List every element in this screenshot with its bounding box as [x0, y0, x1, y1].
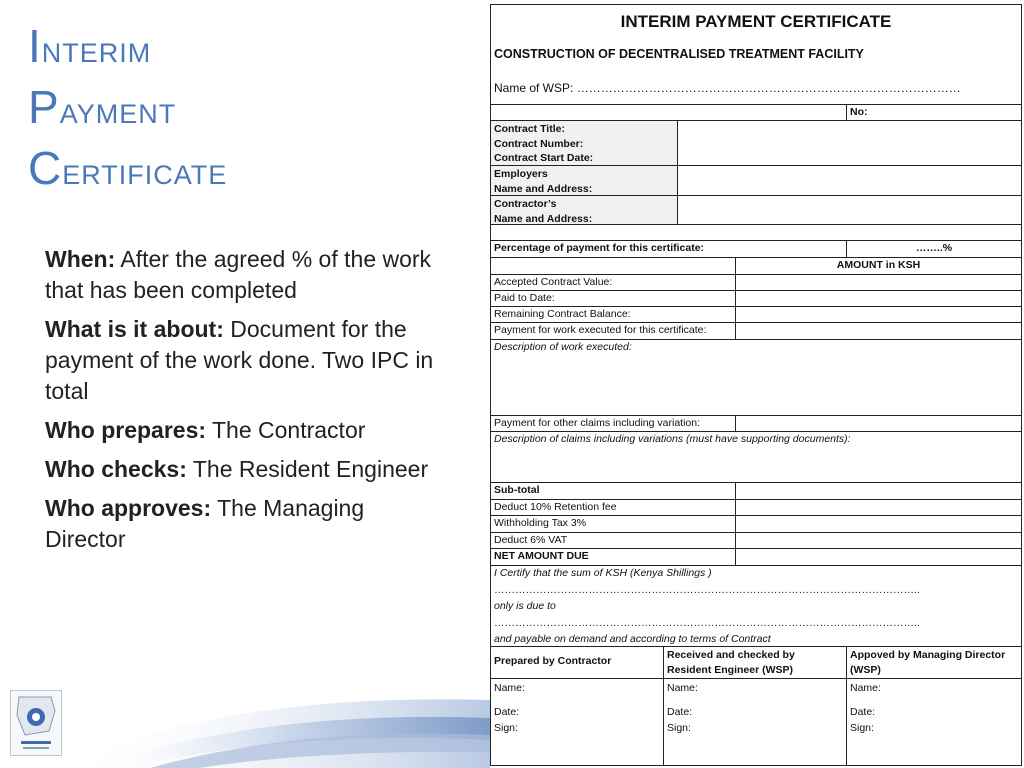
certify-line-1: I Certify that the sum of KSH (Kenya Shillings ) [494, 567, 712, 579]
payment-claims-label: Payment for other claims including variation: [494, 417, 701, 429]
payment-work-label: Payment for work executed for this certificate: [494, 324, 707, 336]
payment-work-cell [735, 323, 1021, 339]
received-header-line-2: Resident Engineer (WSP) [667, 663, 794, 676]
emblem-logo [10, 690, 62, 756]
prepared-date-label: Date: [494, 706, 520, 718]
decorative-swoosh [0, 600, 490, 768]
retention-label: Deduct 10% Retention fee [494, 501, 617, 513]
received-sign-label: Sign: [667, 722, 691, 734]
payment-work-row [491, 322, 1021, 339]
prepared-header: Prepared by Contractor [494, 655, 612, 667]
accepted-value-cell [735, 275, 1021, 290]
vat-cell [735, 533, 1021, 548]
retention-row [491, 499, 1021, 515]
certify-line-3: and payable on demand and according to terms of Contract [494, 633, 771, 645]
title-line-3: Certificate [28, 142, 228, 194]
employers-address-label: Name and Address: [494, 182, 593, 195]
withholding-label: Withholding Tax 3% [494, 517, 587, 529]
accepted-value-row [491, 274, 1021, 290]
accepted-value-label: Accepted Contract Value: [494, 276, 613, 288]
paid-label: Paid to Date: [494, 292, 555, 304]
net-amount-row [491, 548, 1021, 565]
desc-claims-row [491, 431, 1021, 482]
form-subtitle: CONSTRUCTION OF DECENTRALISED TREATMENT FACILITY [494, 47, 864, 61]
subtotal-row [491, 482, 1021, 499]
contract-start-label: Contract Start Date: [494, 152, 594, 164]
paid-cell [735, 291, 1021, 306]
info-prepares: Who prepares: The Contractor [45, 417, 366, 443]
form-title: INTERIM PAYMENT CERTIFICATE [620, 12, 892, 31]
percentage-label: Percentage of payment for this certificate: [494, 242, 705, 254]
signature-header-row [491, 646, 1021, 678]
approved-date-label: Date: [850, 706, 876, 718]
certify-block [491, 565, 1021, 646]
form-subtitle-row [491, 38, 1021, 71]
contract-labels [491, 121, 677, 165]
info-when: When: After the agreed % of the work that has been completed [45, 246, 432, 303]
remaining-row [491, 306, 1021, 322]
withholding-cell [735, 516, 1021, 532]
percentage-value: ……..% [846, 241, 1021, 257]
payment-claims-row [491, 415, 1021, 431]
signature-body-row [491, 678, 1021, 766]
spacer-row [491, 224, 1021, 240]
subtotal-label: Sub-total [494, 484, 540, 496]
received-header [663, 647, 846, 678]
approved-header [846, 647, 1021, 678]
received-date-label: Date: [667, 706, 693, 718]
approved-header-line-1: Appoved by Managing Director [850, 649, 1006, 661]
title-line-2: Payment [28, 81, 177, 133]
employers-labels [491, 166, 677, 195]
certify-dots-2: ………………………………………………………………………………………………………….. [494, 617, 920, 629]
contractors-row [491, 195, 1021, 224]
contract-row [491, 120, 1021, 165]
approved-header-line-2: (WSP) [850, 663, 881, 676]
contract-value-cell [677, 121, 1021, 165]
desc-claims-label: Description of claims including variations (must have supporting documents): [494, 433, 851, 445]
contract-title-label: Contract Title: [494, 123, 565, 135]
desc-work-row [491, 339, 1021, 415]
contractors-label: Contractor’s [494, 198, 557, 210]
wsp-row [491, 71, 1021, 104]
desc-work-label: Description of work executed: [494, 341, 632, 353]
title-line-1: Interim [28, 20, 152, 72]
employers-value-cell [677, 166, 1021, 195]
amount-header-row [491, 257, 1021, 274]
retention-cell [735, 500, 1021, 515]
no-row [491, 104, 1021, 120]
form-title-row [491, 5, 1021, 38]
net-amount-cell [735, 549, 1021, 565]
info-list [45, 244, 445, 563]
contractors-address-label: Name and Address: [494, 212, 593, 224]
approved-name-label: Name: [850, 682, 881, 694]
contract-number-label: Contract Number: [494, 137, 584, 150]
prepared-name-label: Name: [494, 682, 525, 694]
slide-title [28, 18, 468, 201]
payment-claims-cell [735, 416, 1021, 431]
certify-dots-1: ………………………………………………………………………………………………………….. [494, 584, 920, 596]
received-header-line-1: Received and checked by [667, 649, 795, 661]
received-signature [663, 679, 846, 766]
contractors-labels [491, 196, 677, 224]
vat-label: Deduct 6% VAT [494, 534, 568, 546]
prepared-sign-label: Sign: [494, 722, 518, 734]
amount-header-blank [491, 258, 735, 274]
approved-sign-label: Sign: [850, 722, 874, 734]
remaining-cell [735, 307, 1021, 322]
percentage-row [491, 240, 1021, 257]
received-name-label: Name: [667, 682, 698, 694]
withholding-row [491, 515, 1021, 532]
payment-certificate-form [490, 4, 1022, 766]
vat-row [491, 532, 1021, 548]
info-checks: Who checks: The Resident Engineer [45, 456, 429, 482]
paid-row [491, 290, 1021, 306]
remaining-label: Remaining Contract Balance: [494, 308, 631, 320]
info-what: What is it about: Document for the payment of the work done. Two IPC in total [45, 316, 434, 404]
no-label: No: [846, 105, 1021, 120]
subtotal-cell [735, 483, 1021, 499]
contractors-value-cell [677, 196, 1021, 224]
employers-label: Employers [494, 168, 548, 180]
approved-signature [846, 679, 1021, 766]
certify-line-2: only is due to [494, 600, 556, 612]
amount-header: AMOUNT in KSH [735, 258, 1021, 274]
net-amount-label: NET AMOUNT DUE [494, 550, 589, 562]
employers-row [491, 165, 1021, 195]
prepared-signature [491, 679, 663, 766]
wsp-label: Name of WSP: …………………………………………………………………………………… [494, 81, 961, 95]
info-approves: Who approves: The Managing Director [45, 495, 365, 552]
